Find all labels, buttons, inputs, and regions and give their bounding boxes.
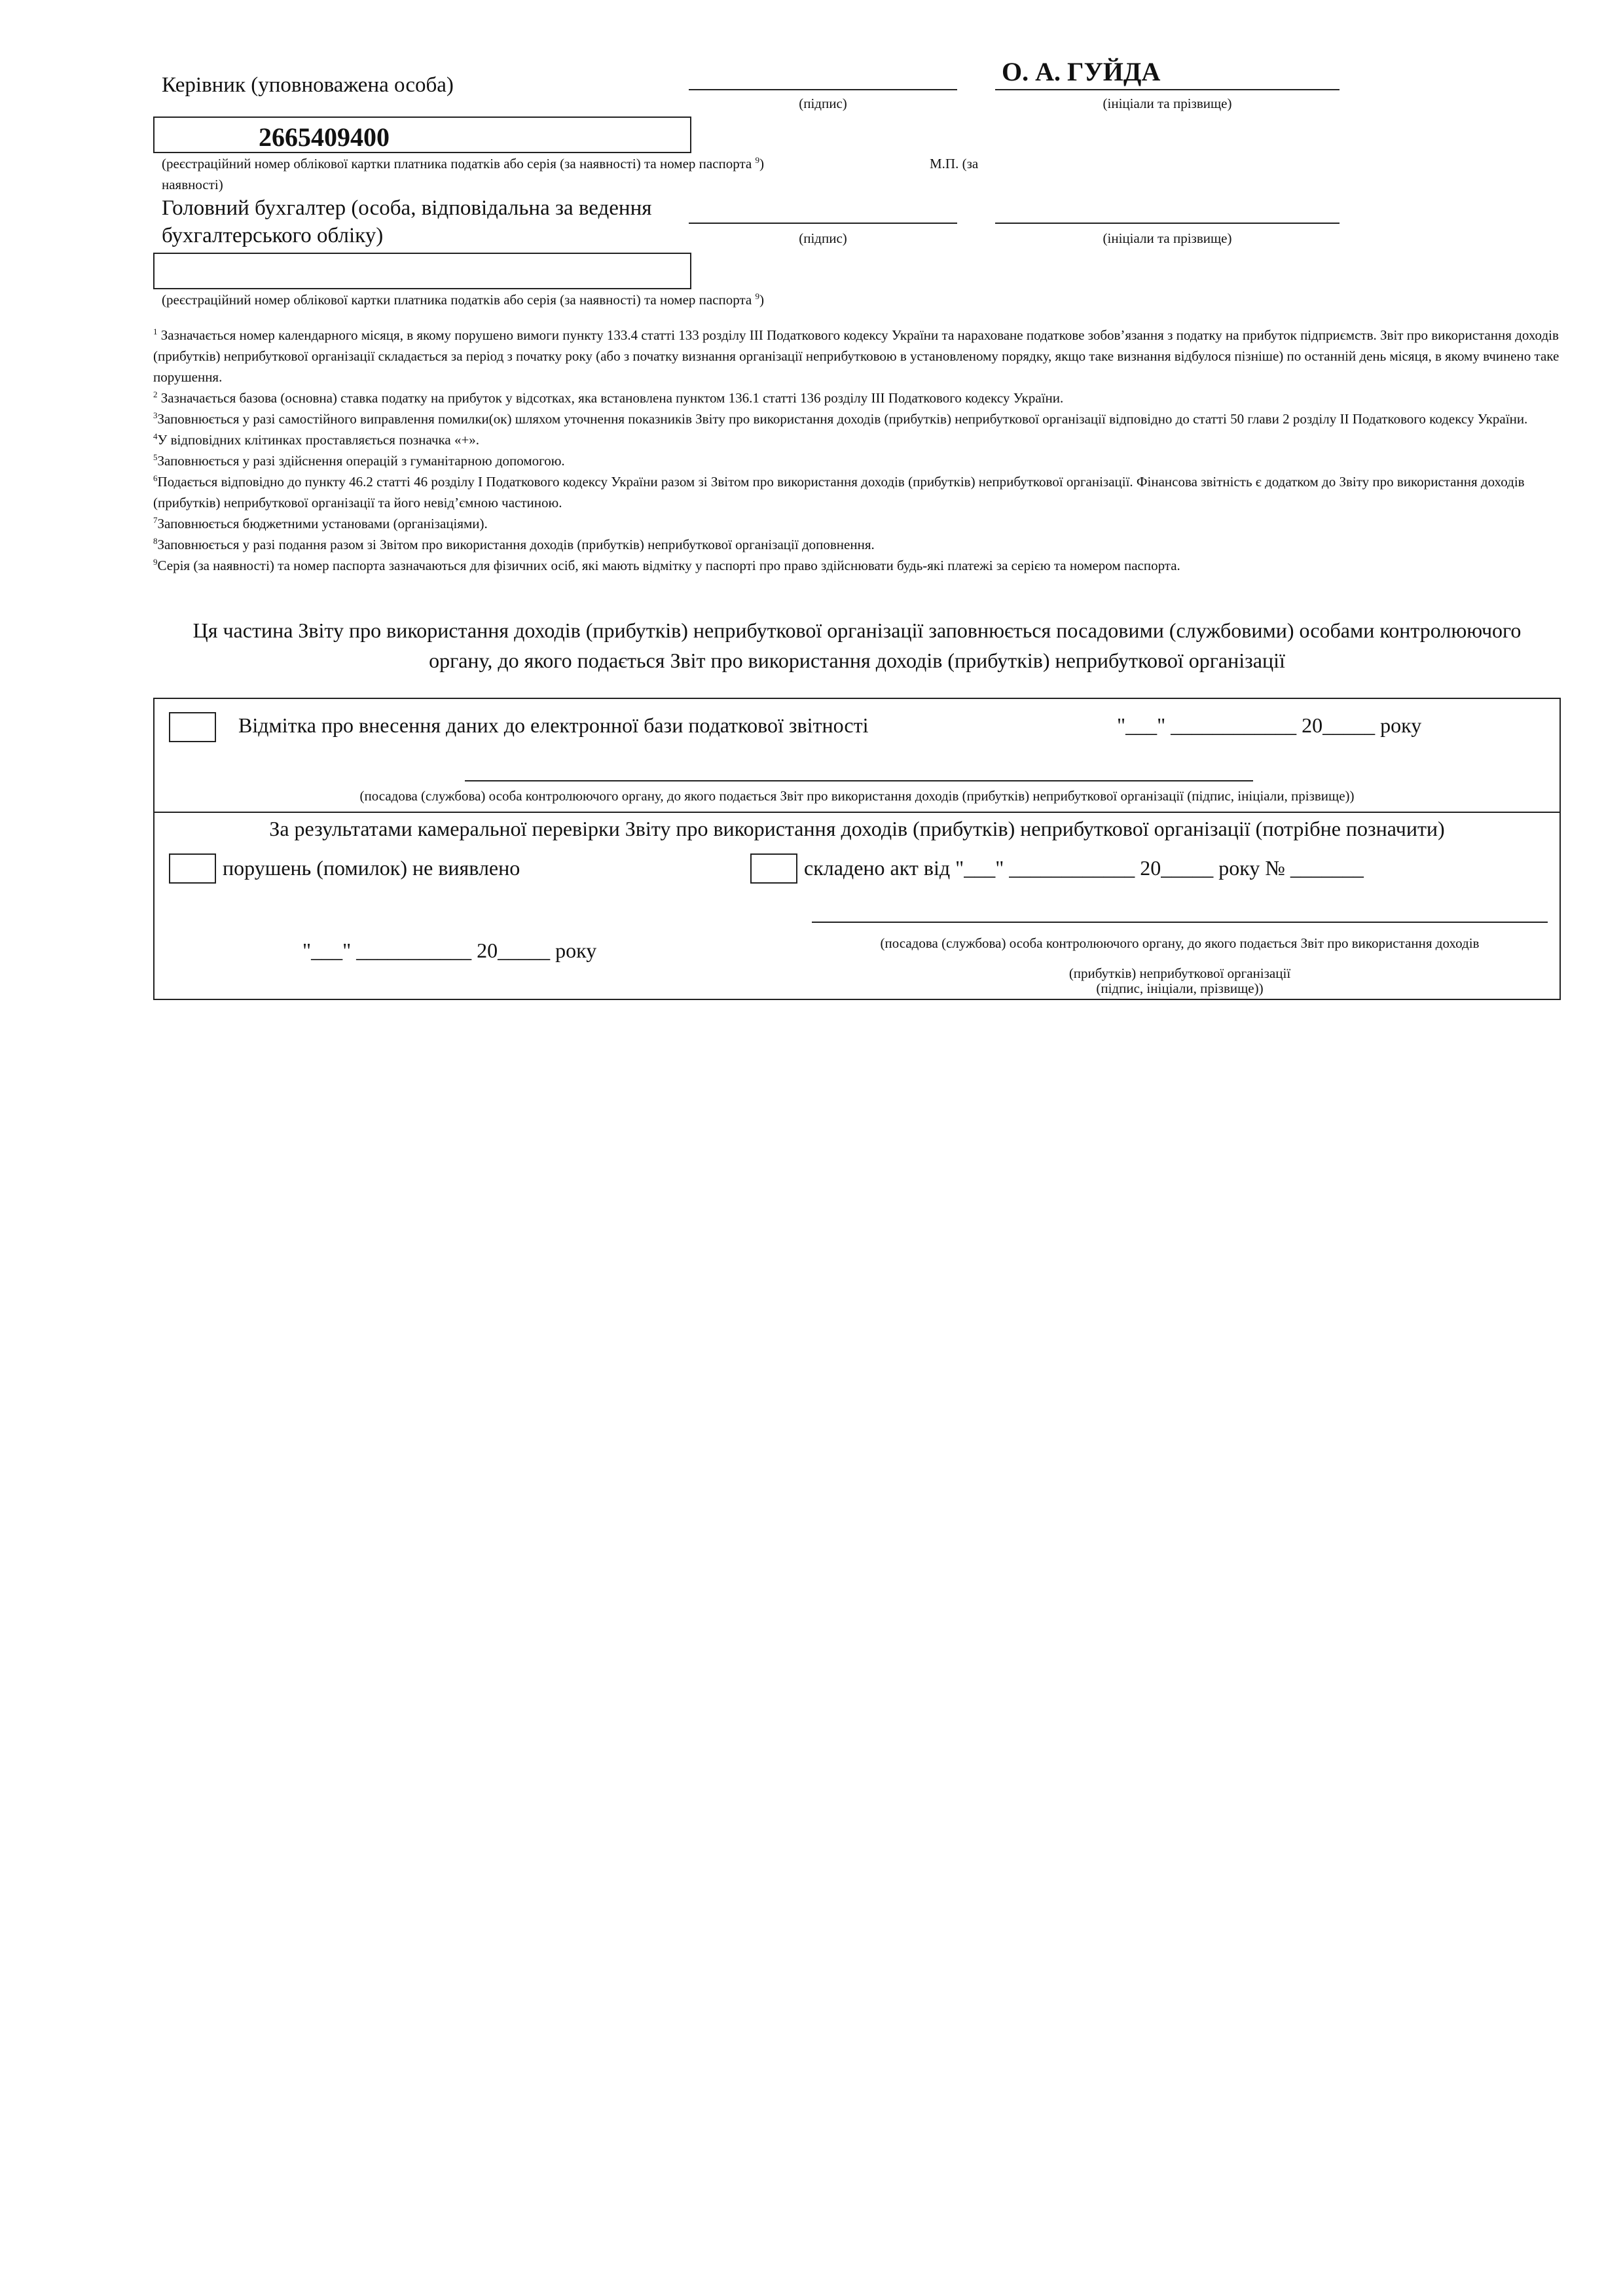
accountant-signature-line xyxy=(689,223,957,224)
accountant-signature-caption: (підпис) xyxy=(799,230,847,246)
director-signature-line xyxy=(689,89,957,90)
director-tax-number: 2665409400 xyxy=(259,122,390,152)
no-violations-checkbox[interactable] xyxy=(169,853,216,884)
footnote-number: 8 xyxy=(153,536,158,546)
table-divider xyxy=(155,812,1559,813)
footnote xyxy=(153,513,1561,534)
database-mark-label: Відмітка про внесення даних до електронної бази податкової звітності xyxy=(238,713,869,737)
official-caption-2-line1: (посадова (службова) особа контролюючого органу, до якого подається Звіт про використання доходів xyxy=(880,935,1480,951)
seal-label: М.П. (за xyxy=(930,156,979,171)
audit-date: "___" ___________ 20_____ року xyxy=(302,939,597,962)
director-tax-caption-tail: наявності) xyxy=(162,177,223,192)
act-label: складено акт від "___" ____________ 20_____ року № _______ xyxy=(804,856,1364,880)
audit-title: За результатами камеральної перевірки Звіту про використання доходів (прибутків) неприбуткової організації (потрібне позначити) xyxy=(269,817,1445,840)
act-checkbox[interactable] xyxy=(750,853,797,884)
footnote xyxy=(153,387,1561,408)
footnote-number: 1 xyxy=(153,327,158,336)
footnote-number: 5 xyxy=(153,452,158,462)
control-heading-line1: Ця частина Звіту про використання доходів (прибутків) неприбуткової організації заповнюється посадовими (службовими) особами контролюючого xyxy=(192,619,1522,642)
tax-caption-sup-2: 9 xyxy=(755,291,759,301)
footnote-text: Заповнюється у разі самостійного виправлення помилки(ок) шляхом уточнення показників Звіту про використання доходів (прибутків) неприбуткової організації відповідно до статті 50 глави 2 розділу ІІ Податкового кодексу України. xyxy=(157,411,1528,427)
official-caption-2-line3: (підпис, ініціали, прізвище)) xyxy=(1096,980,1264,996)
accountant-tax-number-caption xyxy=(162,289,1013,310)
official-caption-1: (посадова (службова) особа контролюючого органу, до якого подається Звіт про використання доходів (прибутків) неприбуткової організації (підпис, ініціали, прізвище)) xyxy=(359,788,1355,804)
tax-caption-sup: 9 xyxy=(755,155,759,165)
accountant-initials-line xyxy=(995,223,1340,224)
footnote-text: Заповнюється бюджетними установами (організаціями). xyxy=(157,516,488,531)
footnote-text: Заповнюється у разі здійснення операцій з гуманітарною допомогою. xyxy=(157,453,565,469)
footnote xyxy=(153,555,1561,576)
official-signature-line-2 xyxy=(812,922,1548,923)
director-name: О. А. ГУЙДА xyxy=(1002,57,1161,86)
accountant-tax-number-field[interactable] xyxy=(153,253,691,289)
footnote-number: 4 xyxy=(153,431,158,441)
director-tax-number-field[interactable] xyxy=(153,117,691,153)
accountant-label-line1: Головний бухгалтер (особа, відповідальна за ведення xyxy=(162,196,652,220)
footnote-number: 2 xyxy=(153,389,158,399)
tax-caption-close: ) xyxy=(759,156,764,171)
control-table xyxy=(153,698,1561,1000)
official-caption-2-line2: (прибутків) неприбуткової організації xyxy=(1068,965,1291,981)
footnote xyxy=(153,450,1561,471)
director-label: Керівник (уповноважена особа) xyxy=(162,73,454,97)
control-heading-line2: органу, до якого подається Звіт про використання доходів (прибутків) неприбуткової організації xyxy=(429,649,1285,672)
database-mark-date: "___" ____________ 20_____ року xyxy=(1117,713,1422,737)
director-tax-number-caption xyxy=(162,153,1013,174)
footnote xyxy=(153,534,1561,555)
database-mark-checkbox[interactable] xyxy=(169,712,216,742)
footnote-text: У відповідних клітинках проставляється позначка «+». xyxy=(157,432,480,448)
footnote xyxy=(153,429,1561,450)
footnote-text: Зазначається номер календарного місяця, в якому порушено вимоги пункту 133.4 статті 133 розділу ІІІ Податкового кодексу України та нараховане податкове зобов’язання з податку на прибуток підприємств. Звіт про використання доходів (прибутків) неприбуткової організації складається за період з початку року (або з початку визнання організації неприбутковою в установленому порядку, якщо таке визнання відбулося пізніше) по останній день місяця, в якому вчинено таке порушення. xyxy=(153,327,1559,385)
official-caption-2 xyxy=(812,928,1548,988)
footnote-text: Подається відповідно до пункту 46.2 статті 46 розділу І Податкового кодексу України разом зі Звітом про використання доходів (прибутків) неприбуткової організації. Фінансова звітність є додатком до Звіту про використання доходів (прибутків) неприбуткової організації та його невід’ємною частиною. xyxy=(153,474,1525,511)
control-heading xyxy=(153,615,1561,675)
tax-caption-main-2: (реєстраційний номер облікової картки платника податків або серія (за наявності) та номер паспорта xyxy=(162,292,752,308)
tax-caption-main: (реєстраційний номер облікової картки платника податків або серія (за наявності) та номер паспорта xyxy=(162,156,752,171)
official-signature-line-1 xyxy=(465,780,1253,781)
footnote xyxy=(153,325,1561,387)
tax-caption-close-2: ) xyxy=(759,292,764,308)
footnote-text: Заповнюється у разі подання разом зі Звітом про використання доходів (прибутків) неприбуткової організації доповнення. xyxy=(157,537,875,552)
accountant-label-line2: бухгалтерського обліку) xyxy=(162,224,384,247)
director-initials-caption: (ініціали та прізвище) xyxy=(1103,96,1232,111)
no-violations-label: порушень (помилок) не виявлено xyxy=(223,856,520,880)
director-signature-caption: (підпис) xyxy=(799,96,847,111)
footnotes xyxy=(153,325,1561,576)
footnote-text: Зазначається базова (основна) ставка податку на прибуток у відсотках, яка встановлена пунктом 136.1 статті 136 розділу ІІІ Податкового кодексу України. xyxy=(157,390,1064,406)
footnote-number: 3 xyxy=(153,410,158,420)
footnote-number: 6 xyxy=(153,473,158,483)
accountant-initials-caption: (ініціали та прізвище) xyxy=(1103,230,1232,246)
footnote xyxy=(153,408,1561,429)
footnote-number: 9 xyxy=(153,557,158,567)
footnote xyxy=(153,471,1561,513)
footnote-text: Серія (за наявності) та номер паспорта зазначаються для фізичних осіб, які мають відмітку у паспорті про право здійснювати будь-які платежі за серією та номером паспорта. xyxy=(157,558,1180,573)
footnote-number: 7 xyxy=(153,515,158,525)
director-initials-line xyxy=(995,89,1340,90)
